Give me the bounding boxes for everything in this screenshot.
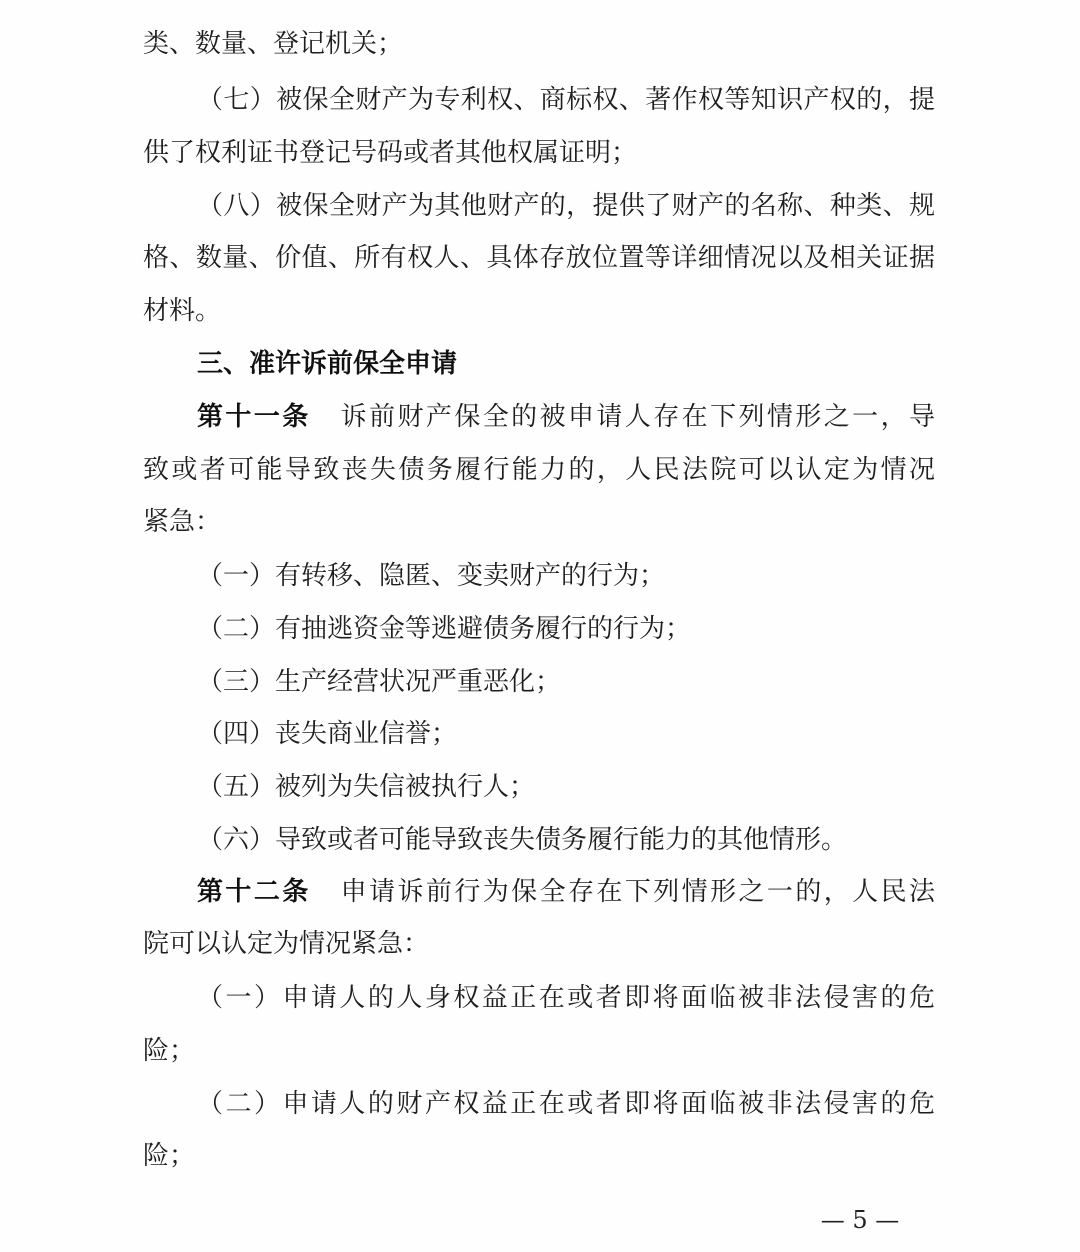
list-item: （二）申请人的财产权益正在或者即将面临被非法侵害的危 bbox=[197, 1089, 935, 1119]
article-paragraph bbox=[197, 391, 935, 443]
text-line: 紧急： bbox=[143, 507, 222, 537]
list-item: （三）生产经营状况严重恶化； bbox=[197, 667, 562, 697]
text-line: 诉前财产保全的被申请人存在下列情形之一，导 bbox=[340, 402, 935, 432]
page-number: — 5 — bbox=[820, 1206, 900, 1234]
text-line: 材料。 bbox=[143, 296, 222, 326]
list-item: （六）导致或者可能导致丧失债务履行能力的其他情形。 bbox=[197, 825, 848, 855]
text-line: （八）被保全财产为其他财产的，提供了财产的名称、种类、规 bbox=[197, 191, 935, 221]
list-item: （四）丧失商业信誉； bbox=[197, 719, 458, 749]
article-paragraph bbox=[197, 866, 935, 918]
list-item: （五）被列为失信被执行人； bbox=[197, 772, 536, 802]
text-line: 申请诉前行为保全存在下列情形之一的，人民法 bbox=[340, 877, 935, 907]
text-line: （七）被保全财产为专利权、商标权、著作权等知识产权的，提 bbox=[197, 85, 935, 115]
text-line: 院可以认定为情况紧急： bbox=[143, 929, 430, 959]
text-line: 格、数量、价值、所有权人、具体存放位置等详细情况以及相关证据 bbox=[143, 243, 935, 273]
text-line: 致或者可能导致丧失债务履行能力的，人民法院可以认定为情况 bbox=[143, 455, 935, 485]
list-item: （一）申请人的人身权益正在或者即将面临被非法侵害的危 bbox=[197, 983, 935, 1013]
list-item: （二）有抽逃资金等逃避债务履行的行为； bbox=[197, 614, 692, 644]
article-number: 第十一条 bbox=[197, 402, 311, 432]
list-item: （一）有转移、隐匿、变卖财产的行为； bbox=[197, 561, 666, 591]
section-heading: 三、准许诉前保全申请 bbox=[197, 349, 458, 379]
text-line: 供了权利证书登记号码或者其他权属证明； bbox=[143, 138, 638, 168]
text-line: 险； bbox=[143, 1036, 196, 1066]
text-line: 险； bbox=[143, 1141, 196, 1171]
article-number: 第十二条 bbox=[197, 877, 311, 907]
text-line: 类、数量、登记机关； bbox=[143, 29, 404, 59]
